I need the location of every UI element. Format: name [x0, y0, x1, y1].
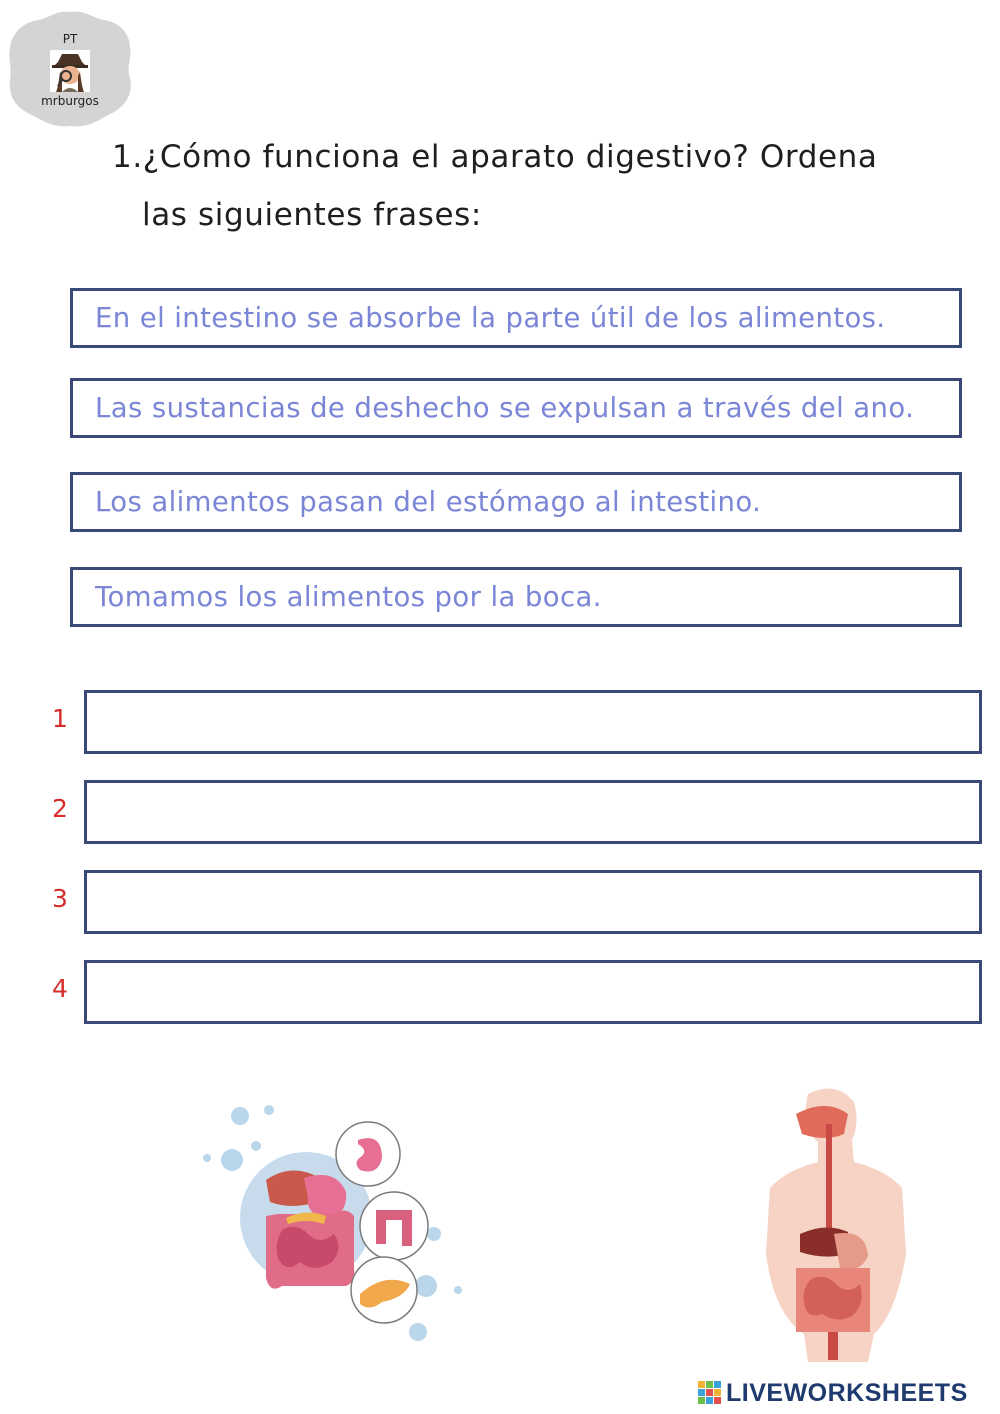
- answer-drop-box-4[interactable]: [84, 960, 982, 1024]
- badge-top-text: PT: [62, 32, 78, 46]
- sentence-card[interactable]: Las sustancias de deshecho se expulsan a través del ano.: [70, 378, 962, 438]
- answer-number: 1: [52, 704, 68, 733]
- liveworksheets-logo-icon: [698, 1381, 722, 1405]
- sentence-card[interactable]: En el intestino se absorbe la parte útil de los alimentos.: [70, 288, 962, 348]
- author-badge: [6, 8, 134, 130]
- answer-number: 3: [52, 884, 68, 913]
- question-line-1: 1.¿Cómo funciona el aparato digestivo? Ordena: [112, 139, 878, 175]
- digestive-organs-illustration: [196, 1098, 472, 1348]
- brand-text: LIVEWORKSHEETS: [726, 1378, 968, 1407]
- detective-avatar-icon: [48, 48, 92, 94]
- answer-drop-box-3[interactable]: [84, 870, 982, 934]
- answer-drop-box-2[interactable]: [84, 780, 982, 844]
- answer-drop-box-1[interactable]: [84, 690, 982, 754]
- sentence-card[interactable]: Tomamos los alimentos por la boca.: [70, 567, 962, 627]
- sentence-card[interactable]: Los alimentos pasan del estómago al intestino.: [70, 472, 962, 532]
- question-line-2: las siguientes frases:: [142, 197, 482, 233]
- answer-number: 2: [52, 794, 68, 823]
- answer-number: 4: [52, 974, 68, 1003]
- human-digestive-system-illustration: [756, 1084, 916, 1362]
- liveworksheets-brand: [698, 1378, 968, 1408]
- question-title: [112, 128, 992, 244]
- badge-name: mrburgos: [41, 94, 99, 108]
